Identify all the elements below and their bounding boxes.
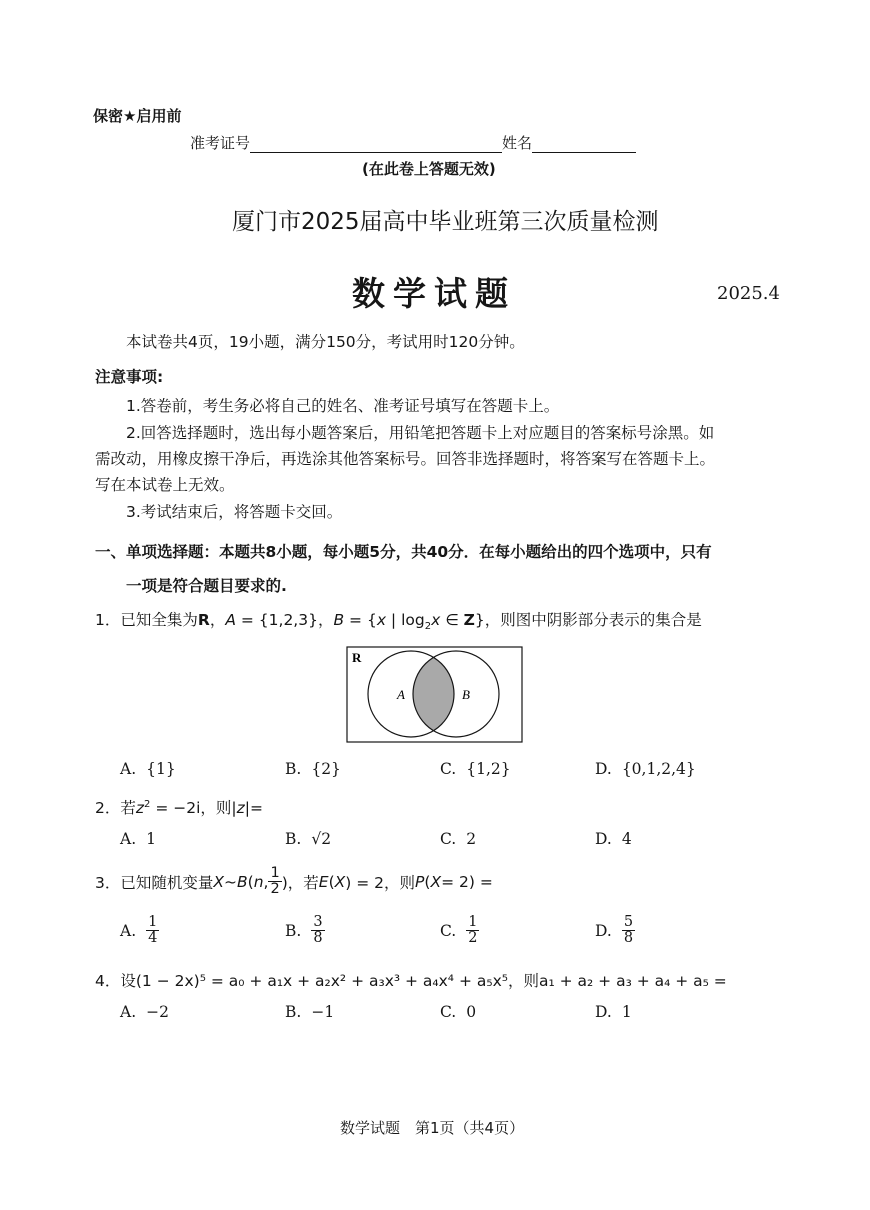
fraction-numerator: 1 <box>148 914 158 930</box>
q1-option-c[interactable] <box>440 760 511 778</box>
q3-text: ( <box>247 872 254 891</box>
option-text: {1,2} <box>466 760 511 778</box>
q3-text: , <box>263 872 269 891</box>
q1-var: x <box>431 611 441 629</box>
q3-option-b[interactable] <box>285 915 325 946</box>
fraction-numerator: 1 <box>468 914 478 930</box>
page-footer: 数学试题 第1页（共4页） <box>340 1119 525 1137</box>
option-label: B. <box>285 760 302 778</box>
notes-heading: 注意事项: <box>95 368 164 386</box>
fraction-denominator: 8 <box>623 930 634 947</box>
option-text: √2 <box>311 830 332 848</box>
note-item-2: 2.回答选择题时，选出每小题答案后，用铅笔把答题卡上对应题目的答案标号涂黑。如 <box>126 424 715 442</box>
option-label: C. <box>440 760 457 778</box>
q2-var: z <box>135 799 145 818</box>
q3-text: 已知随机变量 <box>120 873 214 892</box>
exam-id-line <box>190 132 636 153</box>
q1-text: | log <box>386 611 425 629</box>
q2-text: 若 <box>120 799 136 818</box>
subject-title: 数学试题 <box>352 274 516 313</box>
option-text: {2} <box>311 760 341 778</box>
q4-option-b[interactable] <box>285 1003 334 1021</box>
q2-option-b[interactable] <box>285 830 331 848</box>
q3-var: P <box>415 872 425 891</box>
q2-text: = −2i，则| <box>150 799 237 818</box>
q1-integers: Z <box>463 611 475 629</box>
section1-heading: 一、单项选择题：本题共8小题，每小题5分，共40分．在每小题给出的四个选项中，只有 <box>95 543 712 561</box>
q2-option-d[interactable] <box>595 830 632 848</box>
q4-option-d[interactable] <box>595 1003 632 1021</box>
note-item-2-cont: 需改动，用橡皮擦干净后，再选涂其他答案标号。回答非选择题时，将答案写在答题卡上。 <box>95 450 716 468</box>
option-text: 0 <box>466 1003 477 1021</box>
invalid-note: (在此卷上答题无效) <box>362 160 496 178</box>
question-4-stem <box>95 968 727 994</box>
option-label: C. <box>440 1003 457 1021</box>
option-label: B. <box>285 1003 302 1021</box>
universe-label: R <box>352 650 362 665</box>
q3-text: ( <box>328 872 335 891</box>
question-2-stem <box>95 792 263 821</box>
q1-option-a[interactable] <box>120 760 176 778</box>
q1-option-b[interactable] <box>285 760 341 778</box>
fraction-denominator: 2 <box>270 881 280 898</box>
option-text: {1} <box>146 760 176 778</box>
q4-option-a[interactable] <box>120 1003 169 1021</box>
q3-text: ) = 2，则 <box>345 873 416 892</box>
venn-diagram <box>346 646 524 744</box>
q3-option-c[interactable] <box>440 915 479 946</box>
fraction-denominator: 2 <box>468 930 478 947</box>
q1-text: }，则图中阴影部分表示的集合是 <box>474 611 702 629</box>
option-text: 4 <box>621 830 632 848</box>
fraction-numerator: 1 <box>270 865 280 881</box>
q2-var: z <box>236 799 245 818</box>
option-fraction <box>146 915 159 946</box>
name-label: 姓名 <box>502 134 533 152</box>
q2-text: |= <box>244 799 263 818</box>
exam-title: 厦门市2025届高中毕业班第三次质量检测 <box>232 209 659 235</box>
q1-var: B <box>333 611 345 629</box>
option-text: −2 <box>146 1003 169 1021</box>
q4-option-c[interactable] <box>440 1003 476 1021</box>
option-label: A. <box>120 921 137 940</box>
note-item-1: 1.答卷前，考生务必将自己的姓名、准考证号填写在答题卡上。 <box>126 397 560 415</box>
option-label: A. <box>120 760 137 778</box>
option-text: 1 <box>146 830 156 848</box>
q4-text: 设(1 − 2x)⁵ = a₀ + a₁x + a₂x² + a₃x³ + a₄x⁴ + a₅x⁵，则a₁ + a₂ + a₃ + a₄ + a₅ = <box>120 972 727 990</box>
q1-universe: R <box>197 611 210 629</box>
question-1-stem <box>95 607 702 640</box>
q1-text: 已知全集为 <box>120 611 198 629</box>
q1-text: ， <box>209 611 226 629</box>
q3-var: X <box>213 872 225 891</box>
option-fraction <box>466 915 479 946</box>
option-text: {0,1,2,4} <box>621 760 696 778</box>
option-text: 2 <box>466 830 477 848</box>
fraction-numerator: 5 <box>623 914 634 930</box>
intro-text: 本试卷共4页，19小题，满分150分，考试用时120分钟。 <box>126 333 525 351</box>
q2-option-a[interactable] <box>120 830 156 848</box>
set-a-label: A <box>397 687 405 702</box>
exam-id-blank <box>250 138 502 153</box>
fraction-denominator: 8 <box>313 930 323 947</box>
q3-fraction <box>268 866 281 897</box>
q3-var: n <box>253 872 264 891</box>
q2-option-c[interactable] <box>440 830 476 848</box>
q4-number: 4． <box>95 972 121 990</box>
q1-var: A <box>225 611 236 629</box>
exam-date: 2025.4 <box>717 283 780 304</box>
note-item-2-cont2: 写在本试卷上无效。 <box>95 476 235 494</box>
q3-option-d[interactable] <box>595 915 635 946</box>
q3-var: X <box>430 872 442 891</box>
exam-id-label: 准考证号 <box>190 134 251 152</box>
option-fraction <box>311 915 324 946</box>
q3-text: ( <box>424 872 431 891</box>
q3-text: ~ <box>224 872 238 891</box>
option-label: D. <box>595 760 612 778</box>
option-label: D. <box>595 921 612 940</box>
section1-heading-cont: 一项是符合题目要求的. <box>126 577 287 595</box>
option-label: B. <box>285 921 302 940</box>
q3-var: B <box>237 872 248 891</box>
q1-text: ∈ <box>440 611 464 629</box>
q3-number: 3． <box>95 873 121 892</box>
option-label: B. <box>285 830 302 848</box>
option-fraction <box>622 915 635 946</box>
q1-text: = { <box>344 611 377 629</box>
q1-text: = {1,2,3}， <box>235 611 334 629</box>
option-label: C. <box>440 830 457 848</box>
option-label: C. <box>440 921 457 940</box>
q3-var: X <box>334 872 346 891</box>
name-blank <box>532 138 636 153</box>
q3-text: = 2) = <box>441 872 493 891</box>
q1-sub: 2 <box>424 621 432 633</box>
q1-option-d[interactable] <box>595 760 696 778</box>
option-label: D. <box>595 830 612 848</box>
q3-option-a[interactable] <box>120 915 159 946</box>
q2-number: 2． <box>95 799 121 818</box>
fraction-numerator: 3 <box>313 914 323 930</box>
set-b-label: B <box>462 687 470 702</box>
q2-sup: 2 <box>144 799 151 810</box>
option-label: A. <box>120 1003 137 1021</box>
option-label: D. <box>595 1003 612 1021</box>
fraction-denominator: 4 <box>148 930 158 947</box>
q1-var: x <box>376 611 386 629</box>
question-3-stem <box>95 866 493 897</box>
option-text: −1 <box>311 1003 335 1021</box>
option-label: A. <box>120 830 137 848</box>
confidential-label: 保密★启用前 <box>93 107 182 125</box>
q3-var: E <box>318 872 329 891</box>
q1-number: 1． <box>95 611 121 629</box>
q3-text: )，若 <box>281 873 319 892</box>
note-item-3: 3.考试结束后，将答题卡交回。 <box>126 503 343 521</box>
option-text: 1 <box>621 1003 632 1021</box>
